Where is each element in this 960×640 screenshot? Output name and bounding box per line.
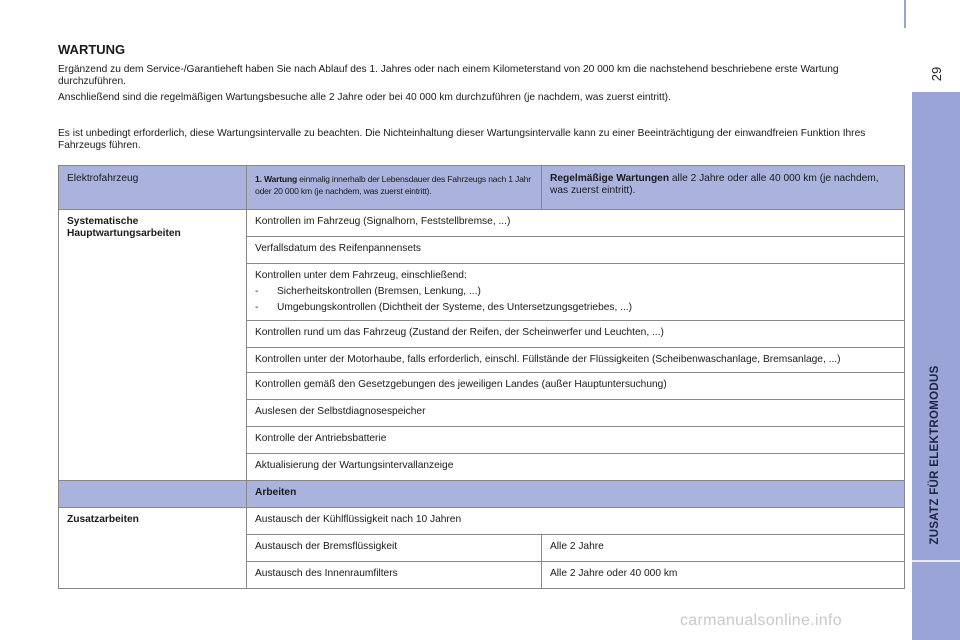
main-item: Kontrollen gemäß den Gesetzgebungen des jeweiligen Landes (außer Hauptuntersuchung) [247, 373, 905, 400]
header-first-service [247, 166, 542, 210]
watermark: carmanualsonline.info [680, 612, 842, 629]
main-category: Systematische Hauptwartungsarbeiten [59, 210, 247, 481]
main-item-underbody [247, 264, 905, 321]
chapter-title: ZUSATZ FÜR ELEKTROMODUS [929, 365, 941, 545]
extra-item-interval: Alle 2 Jahre oder 40 000 km [542, 562, 905, 589]
list-item [255, 286, 896, 298]
main-item: Kontrollen unter der Motorhaube, falls erforderlich, einschl. Füllstände der Flüssigkeiten (Scheibenwaschanlage, Bremsanlage, ...) [247, 348, 905, 373]
subheader-label: Arbeiten [247, 481, 905, 508]
table-row [59, 210, 905, 237]
extra-item-interval: Alle 2 Jahre [542, 535, 905, 562]
main-item: Aktualisierung der Wartungsintervallanzeige [247, 454, 905, 481]
extra-item: Austausch des Innenraumfilters [247, 562, 542, 589]
table-row [59, 508, 905, 535]
page-number: 29 [928, 66, 944, 82]
header-vehicle-type: Elektrofahrzeug [59, 166, 247, 210]
top-rule [904, 0, 906, 28]
extra-category: Zusatzarbeiten [59, 508, 247, 589]
extra-item: Austausch der Bremsflüssigkeit [247, 535, 542, 562]
subheader-blank [59, 481, 247, 508]
list-item-text: Sicherheitskontrollen (Bremsen, Lenkung, ...) [277, 286, 481, 297]
interval-paragraph: Anschließend sind die regelmäßigen Wartungsbesuche alle 2 Jahre oder bei 40 000 km durchzuführen (je nachdem, was zuerst eintritt). [58, 92, 671, 103]
intro-paragraph: Ergänzend zu dem Service-/Garantieheft haben Sie nach Ablauf des 1. Jahres oder nach einem Kilometerstand von 20 000 km die nachstehend beschriebene erste Wartung durchzuführen. [58, 64, 839, 87]
main-item: Kontrollen rund um das Fahrzeug (Zustand der Reifen, der Scheinwerfer und Leuchten, ...) [247, 321, 905, 348]
table-subheader-row [59, 481, 905, 508]
regular-service-label: Regelmäßige Wartungen [550, 173, 670, 184]
sidebar-divider [912, 560, 960, 562]
main-item: Kontrolle der Antriebsbatterie [247, 427, 905, 454]
regular-service-desc: alle 2 Jahre oder alle 40 000 km (je nachdem, was zuerst eintritt). [550, 173, 879, 196]
bullet-dash: - [255, 302, 259, 313]
first-service-label: 1. Wartung [255, 174, 298, 184]
table-header-row [59, 166, 905, 210]
maintenance-table [58, 165, 905, 589]
first-service-desc: einmalig innerhalb der Lebensdauer des Fahrzeugs nach 1 Jahr oder 20 000 km (je nachdem, was zuerst eintritt). [255, 174, 531, 196]
list-item [255, 302, 896, 314]
section-title: WARTUNG [58, 42, 126, 57]
list-item-text: Umgebungskontrollen (Dichtheit der Systeme, des Untersetzungsgetriebes, ...) [277, 302, 633, 313]
extra-item: Austausch der Kühlflüssigkeit nach 10 Jahren [247, 508, 905, 535]
main-item: Kontrollen im Fahrzeug (Signalhorn, Feststellbremse, ...) [247, 210, 905, 237]
header-regular-service [542, 166, 905, 210]
underbody-intro: Kontrollen unter dem Fahrzeug, einschließend: [255, 270, 467, 281]
main-item: Verfallsdatum des Reifenpannensets [247, 237, 905, 264]
bullet-dash: - [255, 286, 259, 297]
warning-paragraph: Es ist unbedingt erforderlich, diese Wartungsintervalle zu beachten. Die Nichteinhaltung dieser Wartungsintervalle kann zu einer Beeinträchtigung der einwandfreien Funktion Ihres Fahrzeugs führen. [58, 128, 866, 151]
main-item: Auslesen der Selbstdiagnosespeicher [247, 400, 905, 427]
